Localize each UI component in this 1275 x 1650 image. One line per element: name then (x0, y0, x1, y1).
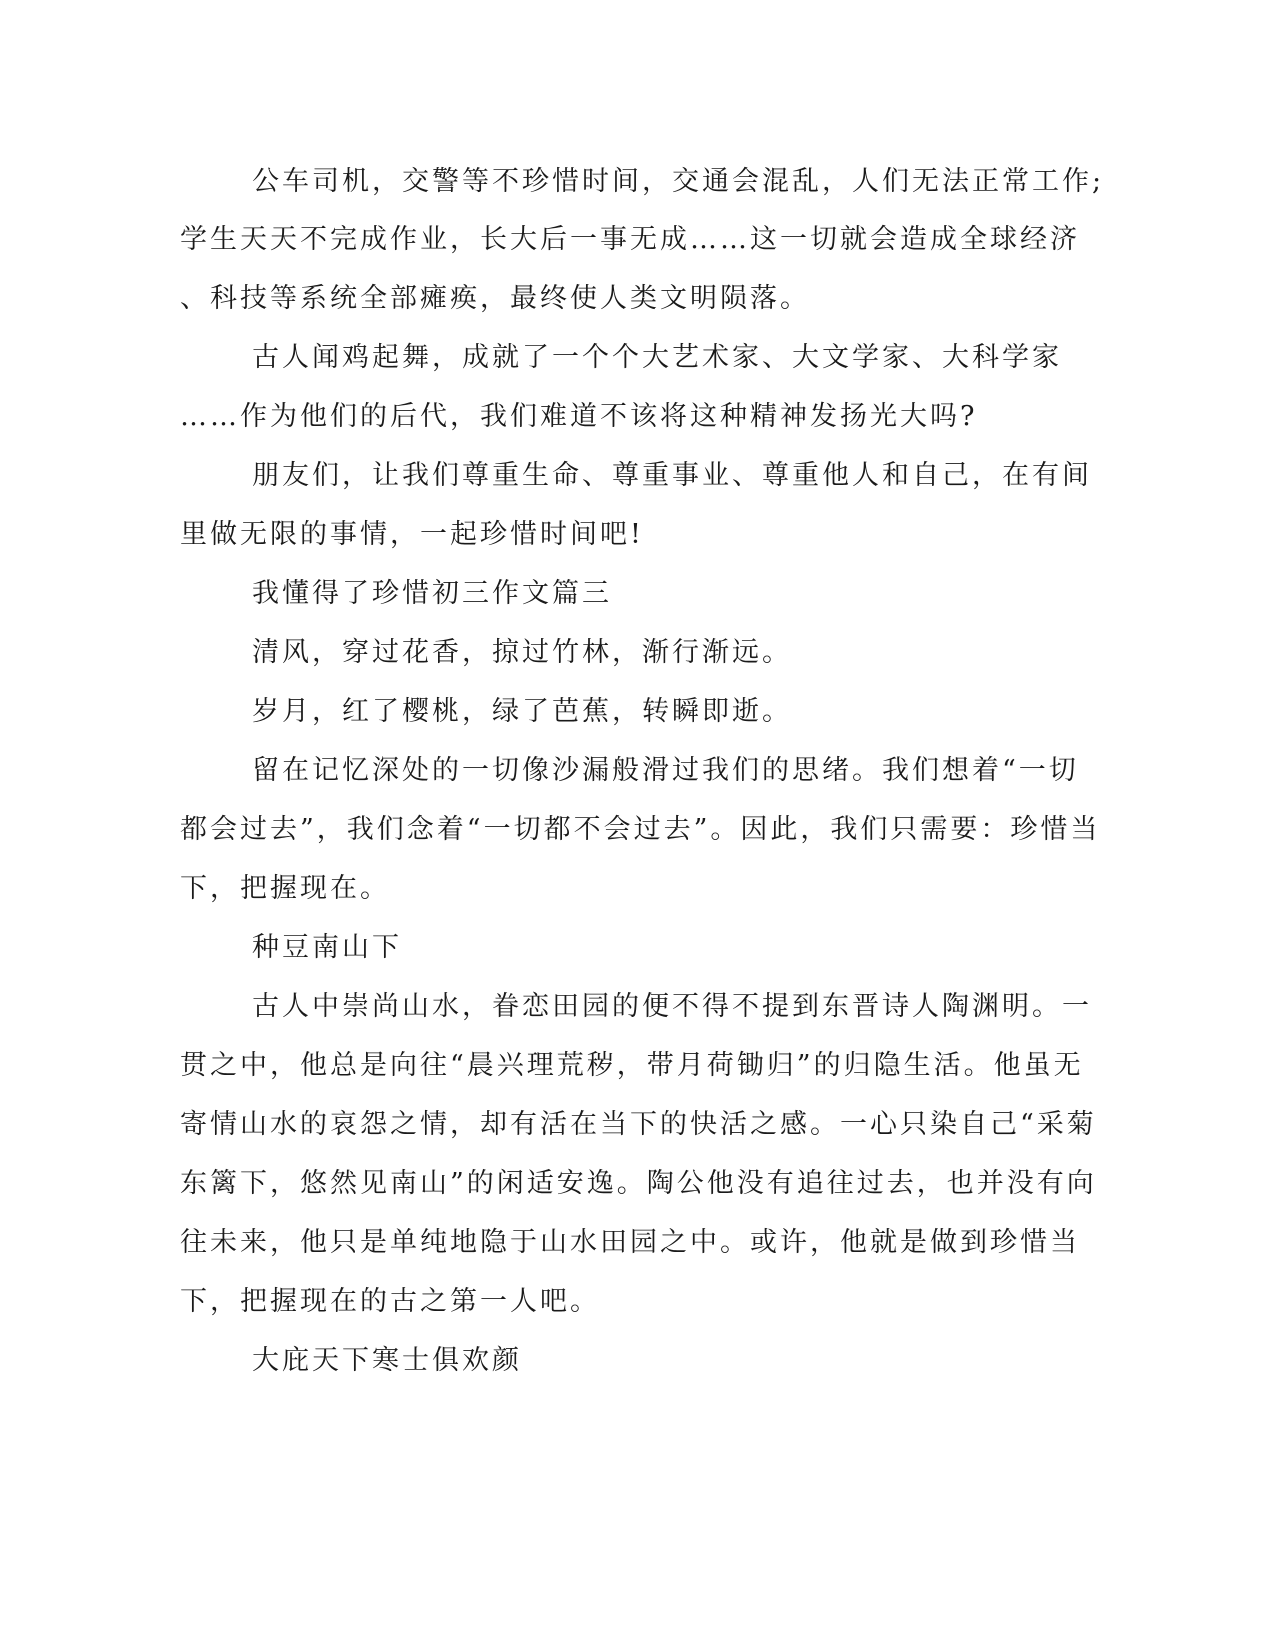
paragraph-line: 里做无限的事情，一起珍惜时间吧! (180, 519, 644, 550)
paragraph-line: 下，把握现在的古之第一人吧。 (180, 1286, 600, 1317)
paragraph-line: 都会过去”，我们念着“一切都不会过去”。因此，我们只需要：珍惜当 (180, 814, 1101, 845)
section-heading: 大庇天下寒士俱欢颜 (252, 1345, 522, 1376)
paragraph-line: 往未来，他只是单纯地隐于山水田园之中。或许，他就是做到珍惜当 (180, 1227, 1080, 1258)
paragraph-line: 清风，穿过花香，掠过竹林，渐行渐远。 (252, 637, 792, 668)
paragraph-line: 下，把握现在。 (180, 873, 390, 904)
paragraph-line: 学生天天不完成作业，长大后一事无成……这一切就会造成全球经济 (180, 224, 1080, 255)
paragraph-line: 公车司机，交警等不珍惜时间，交通会混乱，人们无法正常工作; (252, 166, 1105, 197)
paragraph-line: 寄情山水的哀怨之情，却有活在当下的快活之感。一心只染自己“采菊 (180, 1109, 1097, 1140)
paragraph-line: 东篱下，悠然见南山”的闲适安逸。陶公他没有追往过去，也并没有向 (180, 1168, 1097, 1199)
paragraph-line: 岁月，红了樱桃，绿了芭蕉，转瞬即逝。 (252, 696, 792, 727)
section-heading: 我懂得了珍惜初三作文篇三 (252, 578, 612, 609)
paragraph-line: 朋友们，让我们尊重生命、尊重事业、尊重他人和自己，在有间 (252, 460, 1092, 491)
paragraph-line: 贯之中，他总是向往“晨兴理荒秽，带月荷锄归”的归隐生活。他虽无 (180, 1050, 1084, 1081)
paragraph-line: 留在记忆深处的一切像沙漏般滑过我们的思绪。我们想着“一切 (252, 755, 1079, 786)
section-heading: 种豆南山下 (252, 932, 402, 963)
paragraph-line: 古人闻鸡起舞，成就了一个个大艺术家、大文学家、大科学家 (252, 342, 1062, 373)
paragraph-line: 古人中崇尚山水，眷恋田园的便不得不提到东晋诗人陶渊明。一 (252, 991, 1092, 1022)
paragraph-line: 、科技等系统全部瘫痪，最终使人类文明陨落。 (180, 283, 810, 314)
paragraph-line: ……作为他们的后代，我们难道不该将这种精神发扬光大吗? (180, 401, 978, 432)
